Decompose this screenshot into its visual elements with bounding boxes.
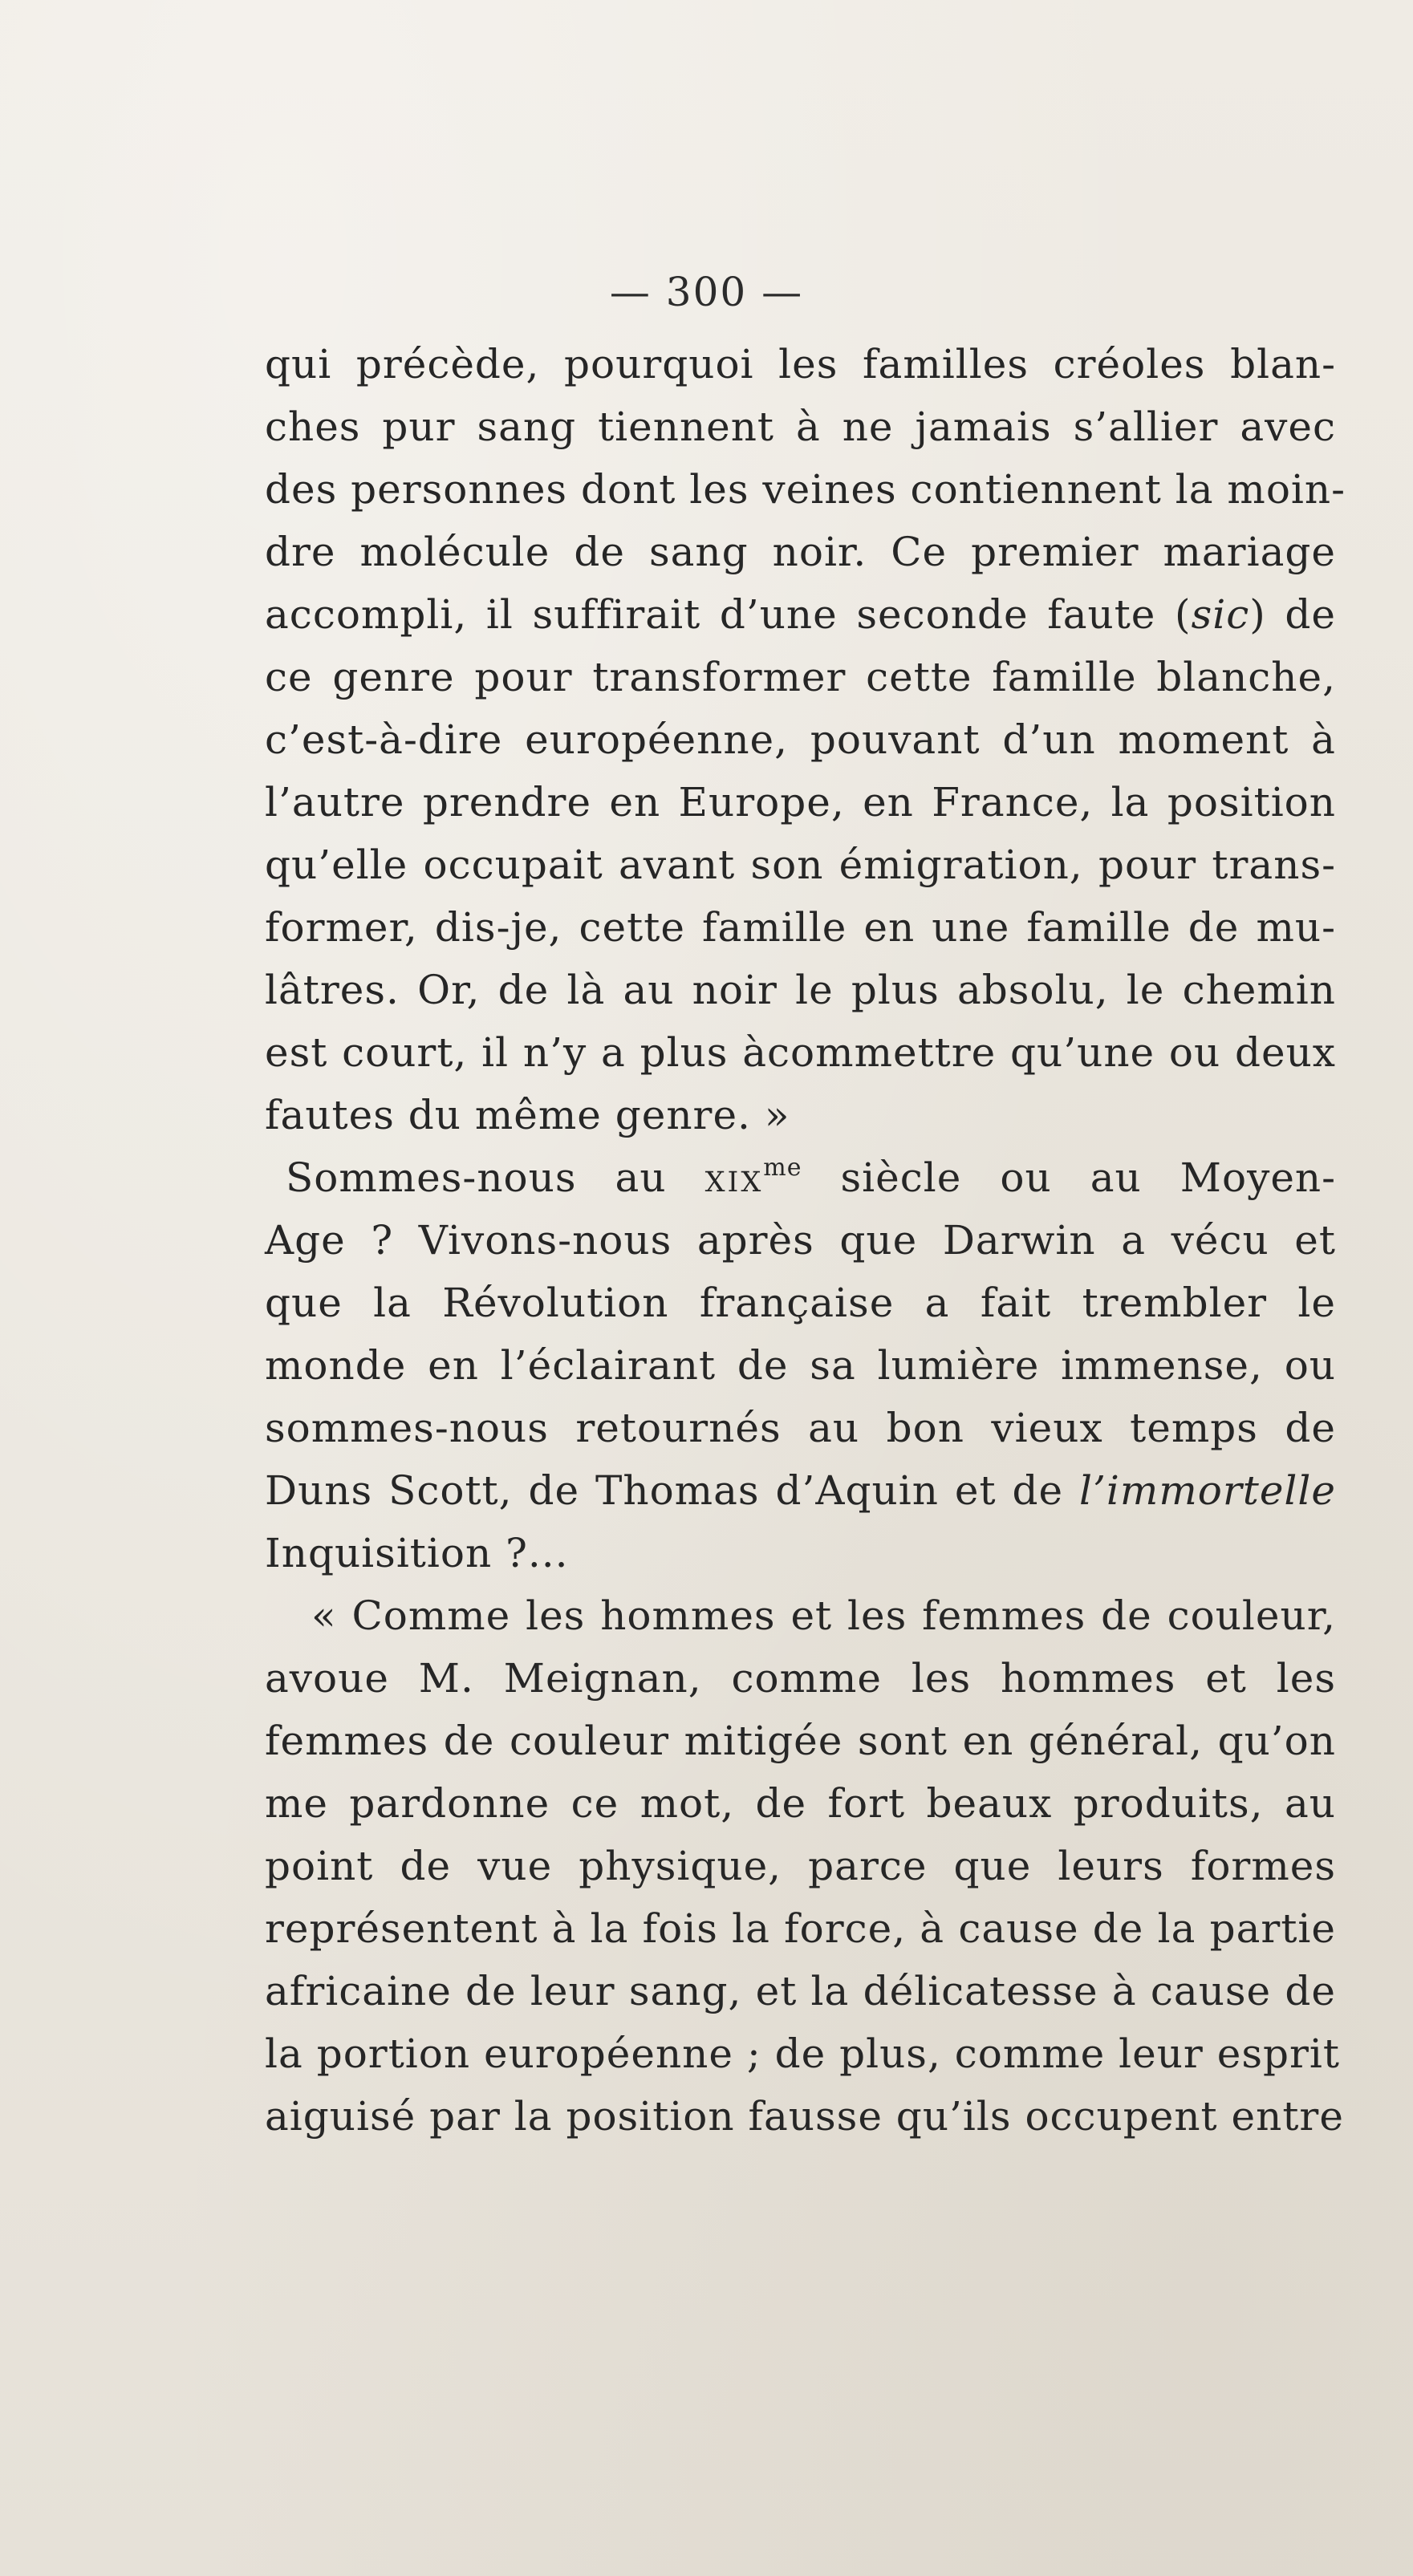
text-line: est court, il n’y a plus àcommettre qu’une ou deux <box>265 1029 1336 1076</box>
text-line: l’autre prendre en Europe, en France, la position <box>265 779 1336 826</box>
text-line: femmes de couleur mitigée sont en général, qu’on <box>265 1718 1336 1764</box>
superscript: me <box>763 1154 802 1182</box>
text-line: avoue M. Meignan, comme les hommes et les <box>265 1655 1336 1702</box>
text-line: ches pur sang tiennent à ne jamais s’allier avec <box>265 404 1336 450</box>
text-line: monde en l’éclairant de sa lumière immense, ou <box>265 1342 1336 1389</box>
text-line: des personnes dont les veines contiennent la moin- <box>265 466 1346 513</box>
text-line: lâtres. Or, de là au noir le plus absolu, le chemin <box>265 967 1336 1013</box>
paragraph-start-line <box>265 1146 1336 1209</box>
text-line: sommes-nous retournés au bon vieux temps de <box>265 1405 1336 1451</box>
text-line: c’est-à-dire européenne, pouvant d’un moment à <box>265 716 1336 763</box>
text-line: Age ? Vivons-nous après que Darwin a vécu et <box>265 1217 1336 1264</box>
text-line: Inquisition ?... <box>265 1530 569 1576</box>
text-line: africaine de leur sang, et la délicatesse à cause de <box>265 1968 1336 2014</box>
paragraph-start-line: « Comme les hommes et les femmes de couleur, <box>311 1592 1336 1639</box>
text-segment: Duns Scott, de Thomas d’Aquin et de <box>265 1467 1080 1514</box>
text-line: point de vue physique, parce que leurs formes <box>265 1843 1336 1889</box>
text-line: me pardonne ce mot, de fort beaux produits, au <box>265 1780 1336 1827</box>
text-line: que la Révolution française a fait trembler le <box>265 1280 1336 1326</box>
text-line: former, dis-je, cette famille en une famille de mu- <box>265 904 1336 951</box>
text-line: fautes du même genre. » <box>265 1092 790 1138</box>
italic-immortelle: l’immortelle <box>1079 1467 1336 1514</box>
italic-sic: sic <box>1191 591 1250 638</box>
text-line: dre molécule de sang noir. Ce premier mariage <box>265 529 1336 575</box>
text-segment: ) de <box>1249 591 1336 638</box>
text-line: ce genre pour transformer cette famille blanche, <box>265 654 1336 700</box>
page-number: — 300 — <box>609 269 804 315</box>
text-line: représentent à la fois la force, à cause de la partie <box>265 1905 1336 1952</box>
text-line: aiguisé par la position fausse qu’ils occupent entre <box>265 2093 1344 2140</box>
century-numeral: xix <box>704 1154 764 1201</box>
text-segment: Sommes-nous au <box>286 1154 705 1201</box>
text-segment: siècle ou au Moyen- <box>802 1154 1336 1201</box>
text-line: qui précède, pourquoi les familles créoles blan- <box>265 341 1336 387</box>
text-line <box>265 1459 1336 1522</box>
text-line: qu’elle occupait avant son émigration, pour trans- <box>265 842 1336 888</box>
text-segment: accompli, il suffirait d’une seconde faute ( <box>265 591 1192 638</box>
text-line <box>265 583 1336 646</box>
body-text <box>265 333 1346 2148</box>
text-line: la portion européenne ; de plus, comme leur esprit <box>265 2030 1340 2077</box>
